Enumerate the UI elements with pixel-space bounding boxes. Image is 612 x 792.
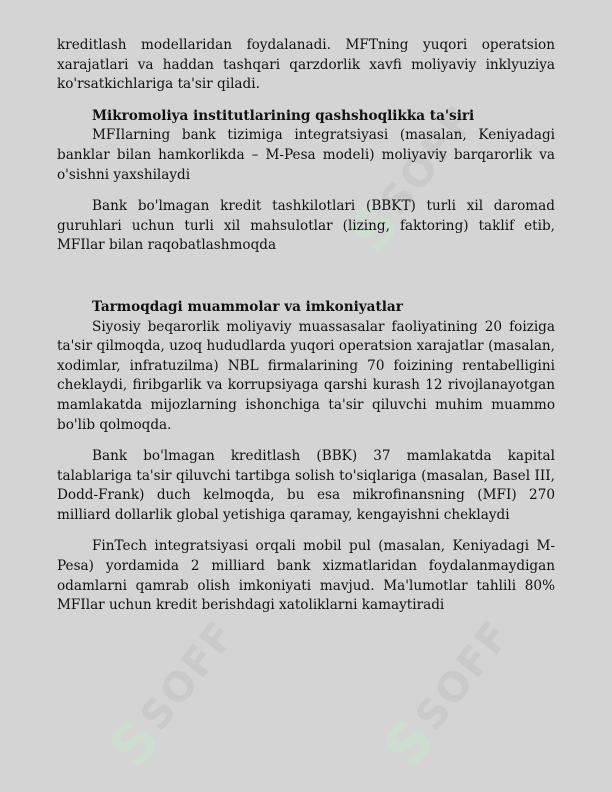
watermark-logo xyxy=(371,609,525,780)
paragraph-regulatory-barriers: Bank bo'lmagan kreditlash (BBK) 37 mamlakatda kapital talablariga ta'sir qiluvchi tartibga solish to'siqlariga (masalan, Basel III, Dodd-Frank) duch kelmoqda, bu esa mikrofinansning (MFI) 270 milliard dollarlik global yetishiga qaramay, kengayishni cheklaydi xyxy=(57,448,555,523)
watermark-mark: S xyxy=(371,707,448,780)
document-body xyxy=(57,36,555,616)
watermark-logo xyxy=(96,609,250,780)
paragraph-nbfi-competition: Bank bo'lmagan kredit tashkilotlari (BBKT) turli xil daromad guruhlari uchun turli xil mahsulotlar (lizing, faktoring) taklif etib, MFIlar bilan raqobatlashmoqda xyxy=(57,198,555,254)
watermark-text: SOFF xyxy=(131,611,246,740)
watermark-mark: S xyxy=(96,707,173,780)
paragraph-political-instability: Siyosiy beqarorlik moliyaviy muassasalar faoliyatining 20 foiziga ta'sir qilmoqda, uzoq hududlarda yuqori operatsion xarajatlar (masalan, xodimlar, infratuzilma) NBL firmalarining 70 foizining rentabelligini cheklaydi, firibgarlik va korrupsiyaga qarshi kurash 12 rivojlanayotgan mamlakatda mijozlarning ishonchiga ta'sir qiluvchi muhim muammo bo'lib qolmoqda. xyxy=(57,318,555,433)
section-heading-challenges: Tarmoqdagi muammolar va imkoniyatlar xyxy=(92,298,403,315)
watermark-text: SOFF xyxy=(406,611,521,740)
watermark-text: SOFF xyxy=(371,96,486,225)
section-heading-microfinance: Mikromoliya institutlarining qashshoqlikka ta'siri xyxy=(92,107,475,124)
watermark-mark: S xyxy=(336,192,413,265)
paragraph-mfi-integration: MFIlarning bank tizimiga integratsiyasi (masalan, Keniyadagi banklar bilan hamkorlikda – M-Pesa modeli) moliyaviy barqarorlik va o'sishni yaxshilaydi xyxy=(57,127,555,183)
paragraph-intro: kreditlash modellaridan foydalanadi. MFTning yuqori operatsion xarajatlari va haddan tashqari qarzdorlik xavfi moliyaviy inklyuziya ko'rsatkichlariga ta'sir qiladi. xyxy=(57,37,555,93)
paragraph-fintech-integration: FinTech integratsiyasi orqali mobil pul (masalan, Keniyadagi M-Pesa) yordamida 2 milliard bank xizmatlaridan foydalanmaydigan odamlarni qamrab olish imkoniyati mavjud. Ma'lumotlar tahlili 80% MFIlar uchun kredit berishdagi xatoliklarni kamaytiradi xyxy=(57,538,555,614)
